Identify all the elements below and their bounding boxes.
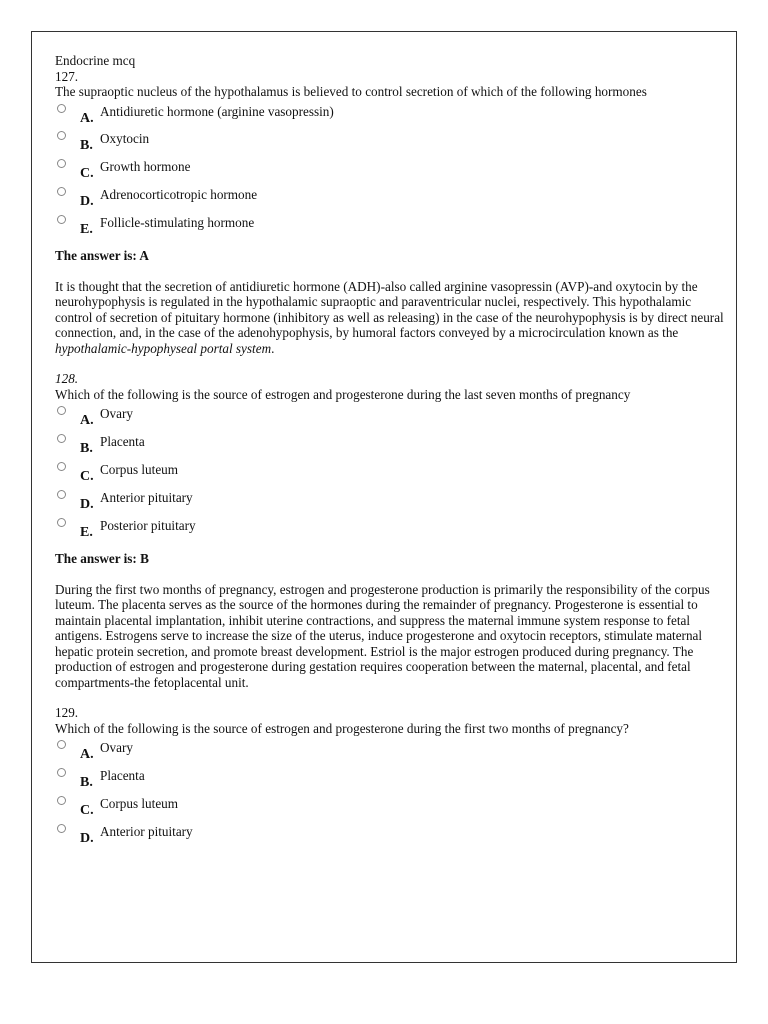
option-text: Adrenocorticotropic hormone <box>100 186 258 202</box>
question-number: 127. <box>55 68 79 84</box>
radio-button[interactable] <box>57 518 66 527</box>
option-b[interactable] <box>55 768 727 796</box>
radio-button[interactable] <box>57 215 66 224</box>
option-text: Corpus luteum <box>100 796 179 812</box>
radio-button[interactable] <box>57 434 66 443</box>
option-text: Antidiuretic hormone (arginine vasopressin) <box>100 103 334 119</box>
answer-options <box>55 104 727 243</box>
option-d[interactable] <box>55 824 727 852</box>
option-text: Placenta <box>100 434 145 450</box>
option-text: Oxytocin <box>100 131 150 147</box>
option-letter: E. <box>80 524 93 540</box>
radio-button[interactable] <box>57 406 66 415</box>
answer-options <box>55 406 727 545</box>
explanation-text: It is thought that the secretion of antidiuretic hormone (ADH)-also called arginine vasopressin (AVP)-and oxytocin by the neurohypophysis is regulated in the hypothalamic supraoptic and paraventricular nuclei, respectively. This hypothalamic control of secretion of pituitary hormone (inhibitory as well as releasing) in the case of the neurohypophysis is by direct neural connection, and, in the case of the adenohypophysis, by humoral factors conveyed by a microcirculation known as the <box>55 278 724 341</box>
radio-button[interactable] <box>57 796 66 805</box>
question-number: 129. <box>55 705 79 721</box>
option-text: Follicle-stimulating hormone <box>100 214 255 230</box>
radio-button[interactable] <box>57 824 66 833</box>
option-text: Ovary <box>100 406 133 422</box>
option-letter: D. <box>80 193 94 209</box>
option-b[interactable] <box>55 131 727 159</box>
option-c[interactable] <box>55 796 727 824</box>
question-text: Which of the following is the source of estrogen and progesterone during the first two months of pregnancy? <box>55 720 629 736</box>
option-letter: A. <box>80 747 94 763</box>
document-content <box>55 53 727 852</box>
radio-button[interactable] <box>57 131 66 140</box>
option-c[interactable] <box>55 462 727 490</box>
option-letter: A. <box>80 413 94 429</box>
option-text: Posterior pituitary <box>100 517 196 533</box>
option-letter: C. <box>80 803 94 819</box>
option-letter: C. <box>80 469 94 485</box>
radio-button[interactable] <box>57 768 66 777</box>
radio-button[interactable] <box>57 462 66 471</box>
answer-label: The answer is: B <box>55 551 149 567</box>
explanation-italic-term: hypothalamic-hypophyseal portal system <box>55 340 272 356</box>
answer-label: The answer is: A <box>55 248 149 264</box>
radio-button[interactable] <box>57 104 66 113</box>
question-text: The supraoptic nucleus of the hypothalamus is believed to control secretion of which of the following hormones <box>55 84 647 99</box>
answer-options <box>55 740 727 851</box>
document-title: Endocrine mcq <box>55 53 136 68</box>
radio-button[interactable] <box>57 187 66 196</box>
option-a[interactable] <box>55 740 727 768</box>
document-page <box>31 31 737 963</box>
option-text: Placenta <box>100 768 145 784</box>
option-text: Anterior pituitary <box>100 489 193 505</box>
radio-button[interactable] <box>57 490 66 499</box>
option-d[interactable] <box>55 187 727 215</box>
answer-explanation <box>55 279 727 357</box>
option-a[interactable] <box>55 406 727 434</box>
option-text: Ovary <box>100 740 133 756</box>
option-text: Corpus luteum <box>100 462 179 478</box>
radio-button[interactable] <box>57 159 66 168</box>
question-number: 128. <box>55 371 79 387</box>
question-text: Which of the following is the source of estrogen and progesterone during the last seven months of pregnancy <box>55 386 631 402</box>
option-text: Growth hormone <box>100 159 191 175</box>
option-letter: D. <box>80 496 94 512</box>
radio-button[interactable] <box>57 740 66 749</box>
option-letter: D. <box>80 830 94 846</box>
option-text: Anterior pituitary <box>100 823 193 839</box>
option-a[interactable] <box>55 104 727 132</box>
option-e[interactable] <box>55 518 727 546</box>
option-d[interactable] <box>55 490 727 518</box>
option-letter: B. <box>80 138 93 154</box>
answer-explanation: During the first two months of pregnancy, estrogen and progesterone production is primarily the responsibility of the corpus luteum. The placenta serves as the source of the hormones during the remainder of pregnancy. Progesterone is essential to maintain placental implantation, inhibit uterine contractions, and suppress the maternal immune system response to fetal antigens. Estrogens serve to increase the size of the uterus, induce progesterone and oxytocin receptors, stimulate maternal hepatic protein secretion, and promote breast development. Estriol is the major estrogen produced during pregnancy. The production of estrogen and progesterone during gestation requires cooperation between the maternal, placental, and fetal compartments-the fetoplacental unit. <box>55 581 710 690</box>
option-letter: A. <box>80 110 94 126</box>
option-b[interactable] <box>55 434 727 462</box>
option-letter: E. <box>80 221 93 237</box>
option-c[interactable] <box>55 159 727 187</box>
option-letter: B. <box>80 441 93 457</box>
explanation-end: . <box>271 340 275 356</box>
option-e[interactable] <box>55 215 727 243</box>
option-letter: C. <box>80 166 94 182</box>
option-letter: B. <box>80 775 93 791</box>
